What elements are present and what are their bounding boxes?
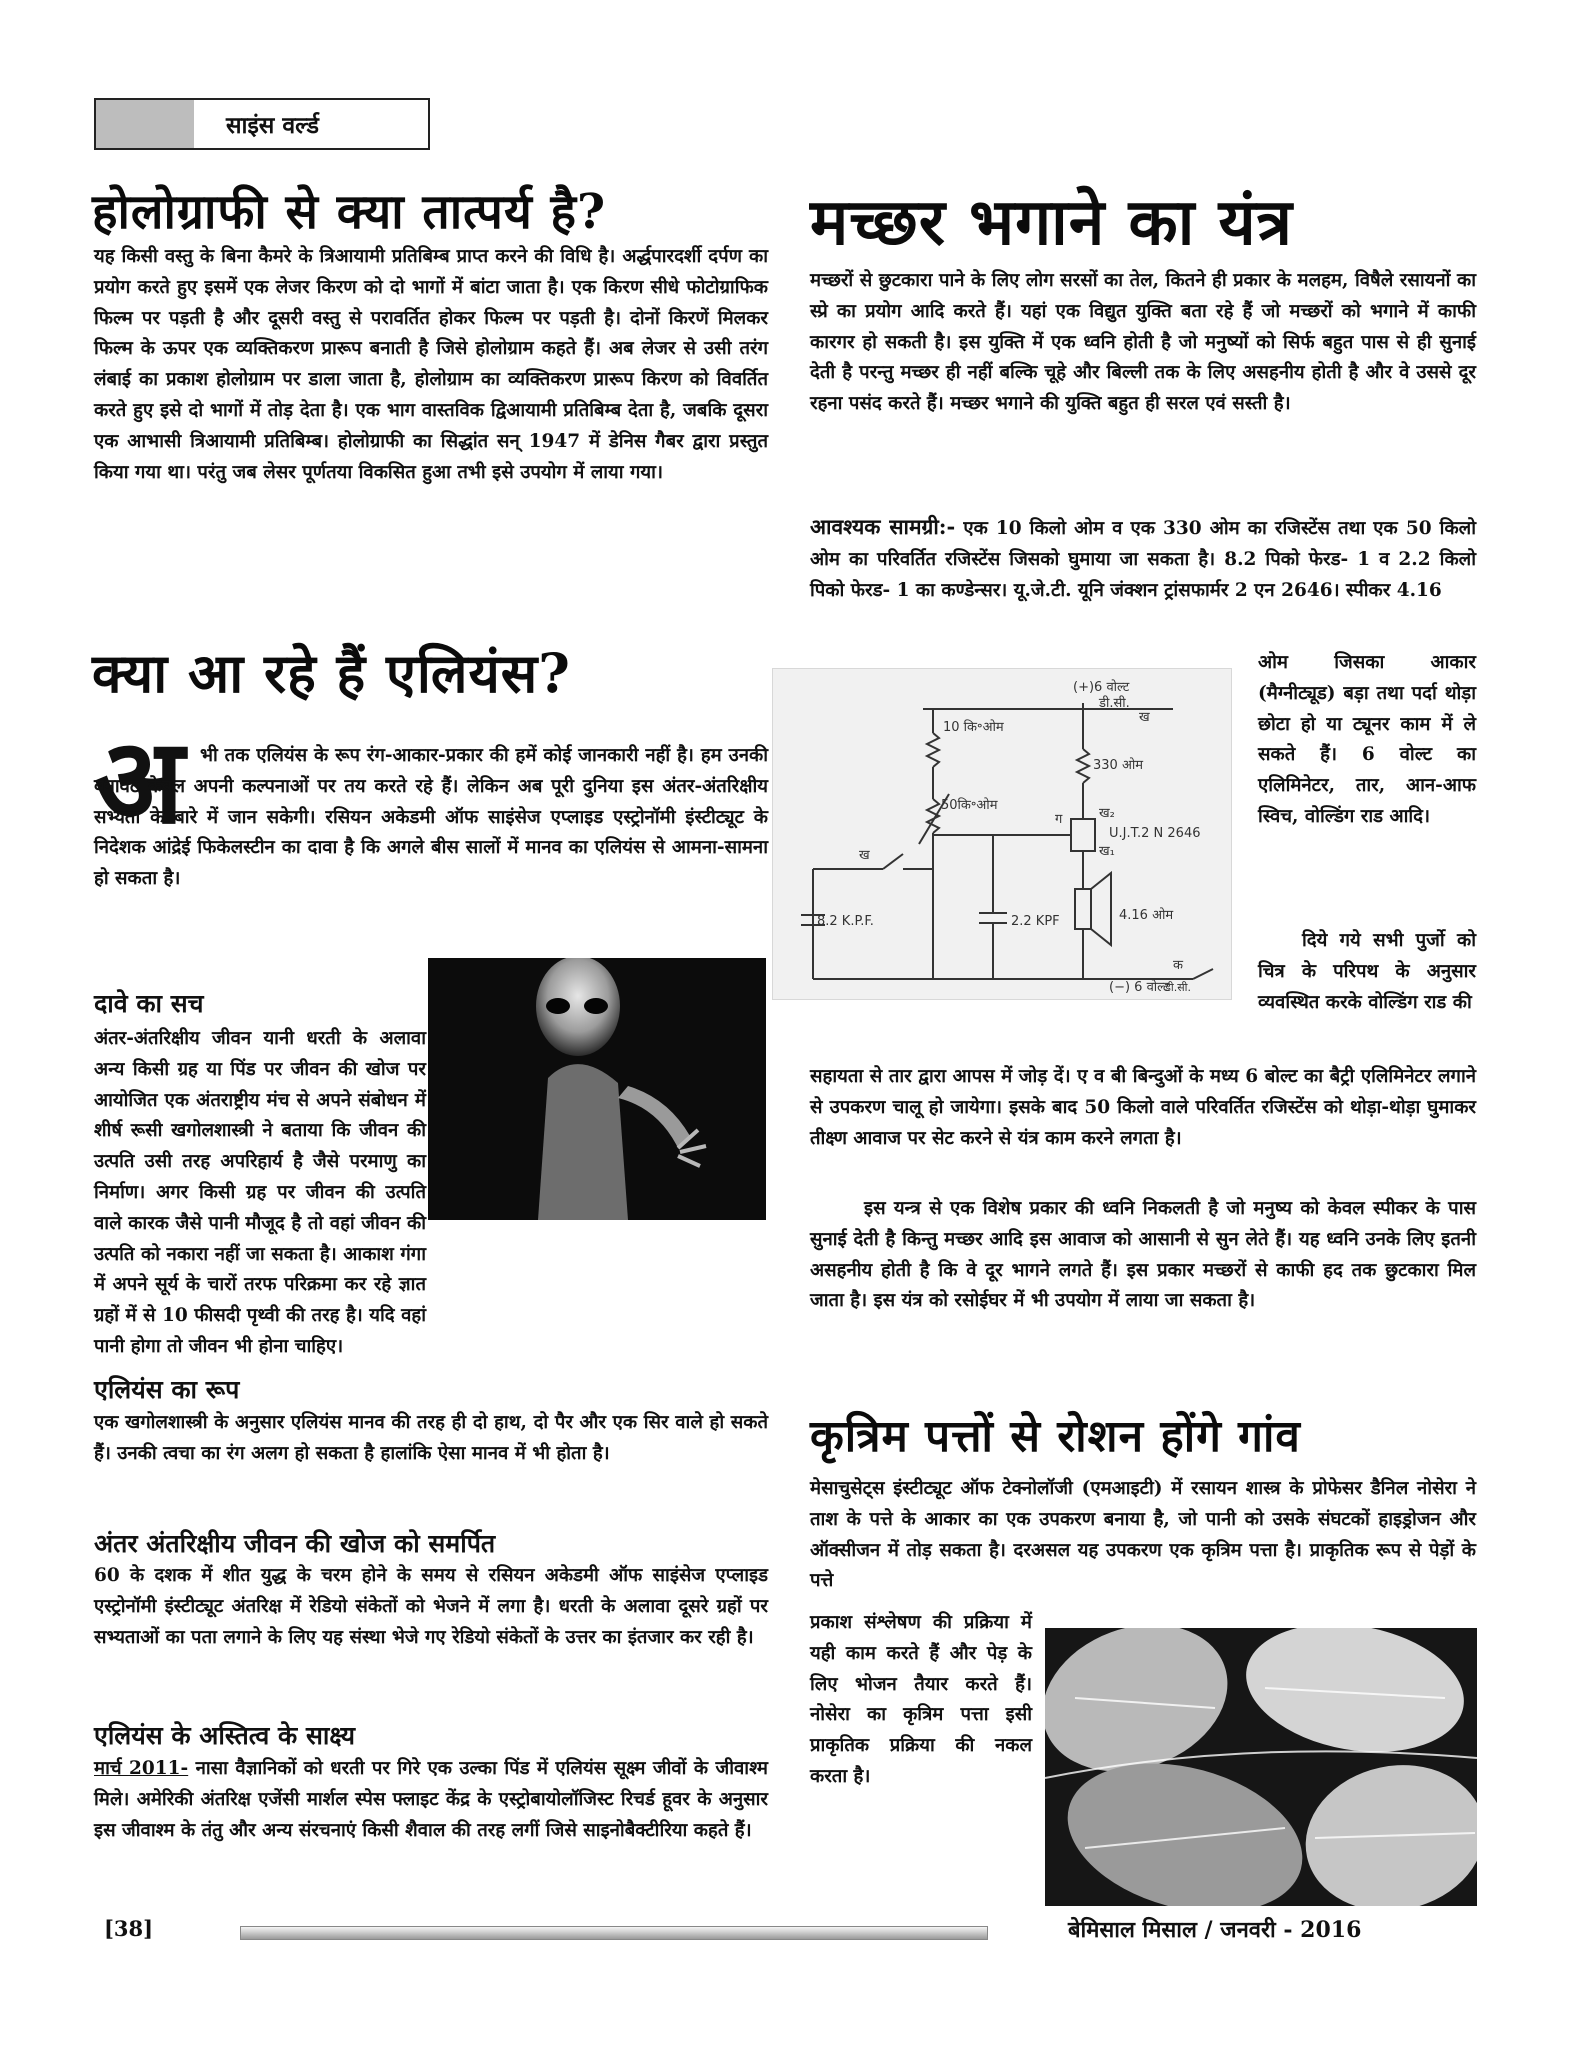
claim-body-part1 (94, 1024, 426, 1363)
mosquito-title: मच्छर भगाने का यंत्र (810, 185, 1294, 260)
aliens-intro: भी तक एलियंस के रूप रंग-आकार-प्रकार की हमें कोई जानकारी नहीं है। हम उनकी बनावट केवल अपनी कल्पनाओं पर तय करते रहे हैं। लेकिन अब पूरी दुनिया इस अंतर-अंतरिक्षीय सभ्यता के बारे में जान सकेगी। रसियन अकेडमी ऑफ साइंसेज एप्लाइड एस्ट्रोनॉमी इंस्टीट्यूट के निदेशक आंद्रेई फिकेलस्टीन का दावा है कि अगले बीस सालों में मानव का एलियंस से आमना-सामना हो सकता है। (94, 745, 768, 890)
materials-body: एक 10 किलो ओम व एक 330 ओम का रजिस्टेंस तथा एक 50 किलो ओम का परिवर्तित रजिस्टेंस जिसको घुमाया जा सकता है। 8.2 पिको फेरड- 1 व 2.2 किलो पिको फेरड- 1 का कण्डेन्सर। यू.जे.टी. यूनि जंक्शन ट्रांसफार्मर 2 एन 2646। स्पीकर 4.16 (810, 518, 1476, 601)
circuit-k: क (1173, 958, 1183, 973)
circuit-schematic-icon (773, 669, 1231, 999)
form-body: एक खगोलशास्त्री के अनुसार एलियंस मानव की तरह ही दो हाथ, दो पैर और एक सिर वाले हो सकते हैं। उनकी त्वचा का रंग अलग हो सकता है हालांकि ऐसा मानव में भी होता है। (94, 1412, 768, 1464)
circuit-kh1: ख₁ (1099, 844, 1115, 859)
circuit-diagram (772, 668, 1232, 1000)
evidence-text: नासा वैज्ञानिकों को धरती पर गिरे एक उल्का पिंड में एलियंस सूक्ष्म जीवों के जीवाश्म मिले। अमेरिकी अंतरिक्ष एजेंसी मार्शल स्पेस फ्लाइट केंद्र के एस्ट्रोबायोलॉजिस्ट रिचर्ड हूवर के अनुसार इस जीवाश्म के तंतु और अन्य संरचनाएं किसी शैवाल की तरह लगीं जिसे साइनोबैक्टीरिया कहते हैं। (94, 1758, 768, 1841)
magazine-issue: बेमिसाल मिसाल / जनवरी - 2016 (1068, 1917, 1362, 1943)
circuit-c22: 2.2 KPF (1011, 914, 1060, 929)
aliens-title: क्या आ रहे हैं एलियंस? (92, 641, 571, 705)
search-heading: अंतर अंतरिक्षीय जीवन की खोज को समर्पित (94, 1529, 496, 1558)
circuit-kh-left: ख (859, 848, 870, 863)
holography-title: होलोग्राफी से क्या तात्पर्य है? (92, 184, 607, 240)
leaves-xray-icon (1045, 1628, 1477, 1906)
section-label (94, 98, 430, 150)
alien-image (428, 958, 766, 1220)
alien-figure-icon (428, 958, 766, 1220)
materials-label: आवश्यक सामग्री:- (810, 514, 956, 539)
circuit-pos-label: (+)6 वोल्ट (1073, 680, 1130, 695)
claim-body-text: अंतर-अंतरिक्षीय जीवन यानी धरती के अलावा अन्य किसी ग्रह या पिंड पर जीवन की खोज पर आयोजित एक अंतराष्ट्रीय मंच से अपने संबोधन में शीर्ष रूसी खगोलशास्त्री ने बताया कि जीवन की उत्पति उसी तरह अपरिहार्य है जैसे परमाणु का निर्माण। अगर किसी ग्रह पर जीवन की उत्पति वाले कारक जैसे पानी मौजूद है तो वहां जीवन की उत्पति को नकारा नहीं जा सकता है। आकाश गंगा में अपने सूर्य के चारों तरफ परिक्रमा कर रहे ज्ञात ग्रहों में से 10 फीसदी पृथ्वी की तरह है। यदि वहां पानी होगा तो जीवन भी होना चाहिए। (94, 1028, 426, 1357)
circuit-neg-label: (−) 6 वोल्ट (1109, 980, 1170, 995)
circuit-c82: 8.2 K.P.F. (817, 914, 874, 929)
claim-heading: दावे का सच (94, 989, 204, 1018)
circuit-r50: 50कि॰ओम (941, 798, 998, 813)
leaves-title: कृत्रिम पत्तों से रोशन होंगे गांव (810, 1411, 1301, 1462)
assembly-side-text: दिये गये सभी पुर्जो को चित्र के परिपथ के अनुसार व्यवस्थित करके वोल्डिंग राड की (1258, 930, 1476, 1013)
evidence-date: मार्च 2011- (94, 1758, 189, 1779)
assembly-body: सहायता से तार द्वारा आपस में जोड़ दें। ए व बी बिन्दुओं के मध्य 6 बोल्ट का बैट्री एलिमिनेटर लगाने से उपकरण चालू हो जायेगा। इसके बाद 50 किलो वाले परिवर्तित रजिस्टेंस को थोड़ा-थोड़ा घुमाकर तीक्ष्ण आवाज पर सेट करने से यंत्र काम करने लगता है। (810, 1066, 1476, 1149)
holography-body: यह किसी वस्तु के बिना कैमरे के त्रिआयामी प्रतिबिम्ब प्राप्त करने की विधि है। अर्द्धपारदर्शी दर्पण का प्रयोग करते हुए इसमें एक लेजर किरण को दो भागों में बांटा जाता है। एक किरण सीधे फोटोग्राफिक फिल्म पर पड़ती है और दूसरी वस्तु से परावर्तित होकर फिल्म पर पड़ती है। दोनों किरणें मिलकर फिल्म के ऊपर एक व्यक्तिकरण प्रारूप बनाती है जिसे होलोग्राम कहते हैं। अब लेजर से उसी तरंग लंबाई का प्रकाश होलोग्राम पर डाला जाता है, होलोग्राम का व्यक्तिकरण प्रारूप किरण को विवर्तित करते हुए इसे दो भागों में तोड़ देता है। एक भाग वास्तविक द्विआयामी प्रतिबिम्ब देता है, जबकि दूसरा एक आभासी त्रिआयामी प्रतिबिम्ब। होलोग्राफी का सिद्धांत सन् 1947 में डेनिस गैबर द्वारा प्रस्तुत किया गया था। परंतु जब लेसर पूर्णतया विकसित हुआ तभी इसे उपयोग में लाया गया। (94, 246, 768, 483)
form-heading: एलियंस का रूप (94, 1375, 240, 1404)
circuit-dc-bottom: डी.सी. (1165, 981, 1192, 994)
page-number: [38] (104, 1916, 154, 1941)
circuit-g: ग (1055, 812, 1063, 827)
circuit-kh2: ख₂ (1099, 806, 1115, 821)
leaves-body: मेसाचुसेट्स इंस्टीट्यूट ऑफ टेक्नोलॉजी (एमआइटी) में रसायन शास्त्र के प्रोफेसर डैनिल नोसेरा ने ताश के पत्ते के आकार का एक उपकरण बनाया है, जो पानी को उसके संघटकों हाइड्रोजन और ऑक्सीजन में तोड़ सकता है। दरअसल यह उपकरण एक कृत्रिम पत्ता है। प्राकृतिक रूप से पेड़ों के पत्ते (810, 1478, 1476, 1592)
materials-paragraph (810, 512, 1476, 606)
function-body: इस यन्त्र से एक विशेष प्रकार की ध्वनि निकलती है जो मनुष्य को केवल स्पीकर के पास सुनाई देती है किन्तु मच्छर आदि इस आवाज को आसानी से सुन लेते हैं। यह ध्वनि उनके लिए इतनी असहनीय होती है कि वे दूर भागने लगते हैं। इस प्रकार मच्छरों से काफी हद तक छुटकारा मिल जाता है। इस यंत्र को रसोईघर में भी उपयोग में लाया जा सकता है। (810, 1198, 1476, 1312)
section-label-text: साइंस वर्ल्ड (226, 112, 319, 139)
evidence-heading: एलियंस के अस्तित्व के साक्ष्य (94, 1721, 355, 1750)
materials-side-text: ओम जिसका आकार (मैग्नीट्यूड) बड़ा तथा पर्दा थोड़ा छोटा हो या ट्यूनर काम में ले सकते हैं। 6 वोल्ट का एलिमिनेटर, तार, आन-आफ स्विच, वोल्डिंग राड आदि। (1258, 652, 1476, 827)
circuit-r10: 10 कि॰ओम (943, 720, 1004, 735)
footer-divider (240, 1926, 988, 1940)
leaves-image (1045, 1628, 1477, 1906)
circuit-kh-top: ख (1139, 710, 1150, 725)
dropcap-letter: अ (94, 711, 185, 850)
search-body: 60 के दशक में शीत युद्ध के चरम होने के समय से रसियन अकेडमी ऑफ साइंसेज एप्लाइड एस्ट्रोनॉमी इंस्टीट्यूट अंतरिक्ष में रेडियो संकेतों को भेजने में लगा है। धरती के अलावा दूसरे ग्रहों पर सभ्यताओं का पता लगाने के लिए यह संस्था भेजे गए रेडियो संकेतों के उत्तर का इंतजार कर रही है। (94, 1565, 768, 1648)
evidence-body (94, 1754, 768, 1846)
circuit-ujt: U.J.T.2 N 2646 (1109, 826, 1201, 841)
circuit-r330: 330 ओम (1093, 758, 1144, 773)
mosquito-intro: मच्छरों से छुटकारा पाने के लिए लोग सरसों का तेल, कितने ही प्रकार के मलहम, विषैले रसायनों का स्प्रे का प्रयोग आदि करते हैं। यहां एक विद्युत युक्ति बता रहे हैं जो मच्छरों को भगाने में काफी कारगर हो सकती है। इस युक्ति में एक ध्वनि होती है जो मनुष्यों को सिर्फ बहुत पास से ही सुनाई देती है परन्तु मच्छर ही नहीं बल्कि चूहे और बिल्ली तक के लिए असहनीय होती है और वे उससे दूर रहना पसंद करते हैं। मच्छर भगाने की युक्ति बहुत ही सरल एवं सस्ती है। (810, 270, 1476, 415)
circuit-dc-top: डी.सी. (1099, 696, 1130, 711)
leaves-side-text: प्रकाश संश्लेषण की प्रक्रिया में यही काम करते हैं और पेड़ के लिए भोजन तैयार करते हैं। नोसेरा का कृत्रिम पत्ता इसी प्राकृतिक प्रक्रिया की नकल करता है। (810, 1612, 1032, 1787)
circuit-spk: 4.16 ओम (1119, 908, 1174, 923)
